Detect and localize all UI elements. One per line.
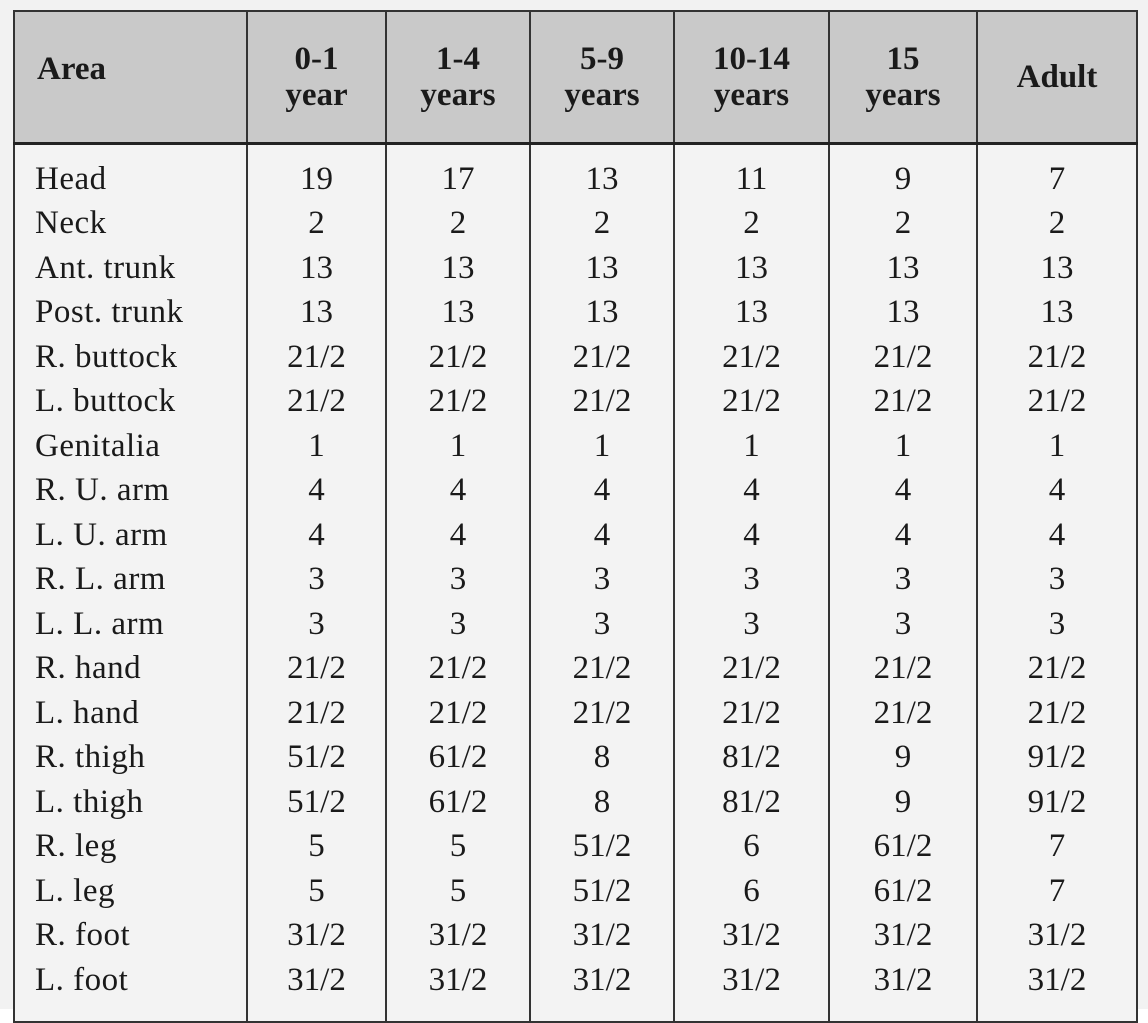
- percentage-cell: 9: [829, 144, 977, 202]
- percentage-cell: 21/2: [977, 380, 1137, 425]
- area-cell: L. leg: [14, 869, 247, 914]
- table-row: [14, 869, 1137, 914]
- header-row: [14, 11, 1137, 144]
- percentage-cell: 2: [247, 202, 386, 247]
- percentage-cell: 13: [247, 291, 386, 336]
- table-row: [14, 469, 1137, 514]
- percentage-cell: 7: [977, 869, 1137, 914]
- percentage-cell: 1: [674, 424, 829, 469]
- percentage-cell: 3: [674, 602, 829, 647]
- percentage-cell: 1: [386, 424, 530, 469]
- table-row: [14, 380, 1137, 425]
- area-cell: L. hand: [14, 691, 247, 736]
- percentage-cell: 31/2: [977, 914, 1137, 959]
- table-row: [14, 246, 1137, 291]
- percentage-cell: 21/2: [386, 380, 530, 425]
- percentage-cell: 8: [530, 780, 674, 825]
- percentage-cell: 4: [977, 513, 1137, 558]
- percentage-cell: 21/2: [977, 647, 1137, 692]
- percentage-cell: 21/2: [829, 647, 977, 692]
- percentage-cell: 13: [530, 144, 674, 202]
- table-row: [14, 736, 1137, 781]
- percentage-cell: 21/2: [386, 335, 530, 380]
- area-cell: Post. trunk: [14, 291, 247, 336]
- percentage-cell: 21/2: [386, 691, 530, 736]
- percentage-cell: 3: [247, 558, 386, 603]
- percentage-cell: 21/2: [977, 691, 1137, 736]
- table-row: [14, 558, 1137, 603]
- percentage-cell: 31/2: [386, 914, 530, 959]
- area-cell: L. U. arm: [14, 513, 247, 558]
- percentage-cell: 13: [829, 246, 977, 291]
- percentage-cell: 4: [530, 513, 674, 558]
- percentage-cell: 6: [674, 825, 829, 870]
- area-cell: L. thigh: [14, 780, 247, 825]
- percentage-cell: 1: [977, 424, 1137, 469]
- percentage-cell: 21/2: [829, 380, 977, 425]
- percentage-cell: 21/2: [247, 691, 386, 736]
- percentage-cell: 21/2: [674, 380, 829, 425]
- percentage-cell: 21/2: [530, 335, 674, 380]
- percentage-cell: 31/2: [530, 914, 674, 959]
- percentage-cell: 4: [530, 469, 674, 514]
- percentage-cell: 51/2: [247, 780, 386, 825]
- area-cell: Genitalia: [14, 424, 247, 469]
- percentage-cell: 5: [247, 825, 386, 870]
- percentage-cell: 2: [386, 202, 530, 247]
- area-cell: R. thigh: [14, 736, 247, 781]
- area-cell: L. foot: [14, 958, 247, 1022]
- table-row: [14, 691, 1137, 736]
- percentage-cell: 21/2: [530, 691, 674, 736]
- table-row: [14, 144, 1137, 202]
- percentage-cell: 13: [386, 291, 530, 336]
- column-header-1-4-years: 1-4 years: [386, 11, 530, 144]
- percentage-cell: 31/2: [247, 914, 386, 959]
- area-cell: Head: [14, 144, 247, 202]
- column-header-adult: Adult: [977, 11, 1137, 144]
- percentage-cell: 2: [530, 202, 674, 247]
- percentage-cell: 51/2: [530, 869, 674, 914]
- table-row: [14, 424, 1137, 469]
- area-cell: R. buttock: [14, 335, 247, 380]
- percentage-cell: 6: [674, 869, 829, 914]
- percentage-cell: 4: [674, 469, 829, 514]
- area-cell: R. L. arm: [14, 558, 247, 603]
- percentage-cell: 13: [530, 291, 674, 336]
- percentage-cell: 19: [247, 144, 386, 202]
- percentage-cell: 7: [977, 825, 1137, 870]
- area-cell: L. L. arm: [14, 602, 247, 647]
- percentage-cell: 17: [386, 144, 530, 202]
- percentage-cell: 3: [674, 558, 829, 603]
- body-surface-area-table: [13, 10, 1138, 1023]
- percentage-cell: 31/2: [829, 958, 977, 1022]
- percentage-cell: 3: [386, 558, 530, 603]
- percentage-cell: 13: [247, 246, 386, 291]
- percentage-cell: 61/2: [386, 736, 530, 781]
- area-cell: Neck: [14, 202, 247, 247]
- table-row: [14, 647, 1137, 692]
- percentage-cell: 2: [829, 202, 977, 247]
- percentage-cell: 5: [386, 825, 530, 870]
- percentage-cell: 13: [829, 291, 977, 336]
- percentage-cell: 51/2: [247, 736, 386, 781]
- percentage-cell: 61/2: [386, 780, 530, 825]
- percentage-cell: 21/2: [674, 691, 829, 736]
- percentage-cell: 31/2: [674, 914, 829, 959]
- percentage-cell: 3: [247, 602, 386, 647]
- percentage-cell: 21/2: [829, 691, 977, 736]
- percentage-cell: 91/2: [977, 736, 1137, 781]
- percentage-cell: 21/2: [386, 647, 530, 692]
- percentage-cell: 4: [829, 469, 977, 514]
- percentage-cell: 5: [247, 869, 386, 914]
- area-cell: Ant. trunk: [14, 246, 247, 291]
- column-header-15-years: 15 years: [829, 11, 977, 144]
- area-cell: R. leg: [14, 825, 247, 870]
- percentage-cell: 21/2: [977, 335, 1137, 380]
- percentage-cell: 3: [829, 558, 977, 603]
- table-row: [14, 513, 1137, 558]
- percentage-cell: 13: [977, 291, 1137, 336]
- table-row: [14, 914, 1137, 959]
- percentage-cell: 91/2: [977, 780, 1137, 825]
- percentage-cell: 51/2: [530, 825, 674, 870]
- column-header-10-14-years: 10-14 years: [674, 11, 829, 144]
- percentage-cell: 8: [530, 736, 674, 781]
- percentage-cell: 3: [977, 558, 1137, 603]
- table-row: [14, 602, 1137, 647]
- table-row: [14, 780, 1137, 825]
- percentage-cell: 81/2: [674, 736, 829, 781]
- area-cell: R. foot: [14, 914, 247, 959]
- percentage-cell: 21/2: [247, 335, 386, 380]
- percentage-cell: 3: [530, 602, 674, 647]
- column-header-0-1-year: 0-1 year: [247, 11, 386, 144]
- percentage-cell: 3: [386, 602, 530, 647]
- table-row: [14, 202, 1137, 247]
- percentage-cell: 9: [829, 736, 977, 781]
- percentage-cell: 1: [829, 424, 977, 469]
- table-row: [14, 291, 1137, 336]
- table-row: [14, 335, 1137, 380]
- percentage-cell: 61/2: [829, 869, 977, 914]
- percentage-cell: 3: [829, 602, 977, 647]
- percentage-cell: 31/2: [829, 914, 977, 959]
- percentage-cell: 4: [247, 513, 386, 558]
- area-cell: L. buttock: [14, 380, 247, 425]
- percentage-cell: 4: [674, 513, 829, 558]
- percentage-cell: 31/2: [247, 958, 386, 1022]
- percentage-cell: 1: [247, 424, 386, 469]
- percentage-cell: 4: [977, 469, 1137, 514]
- percentage-cell: 81/2: [674, 780, 829, 825]
- percentage-cell: 13: [386, 246, 530, 291]
- percentage-cell: 21/2: [247, 380, 386, 425]
- table-row: [14, 958, 1137, 1022]
- percentage-cell: 21/2: [829, 335, 977, 380]
- percentage-cell: 4: [386, 513, 530, 558]
- percentage-cell: 21/2: [674, 647, 829, 692]
- column-header-5-9-years: 5-9 years: [530, 11, 674, 144]
- percentage-cell: 4: [829, 513, 977, 558]
- percentage-cell: 31/2: [674, 958, 829, 1022]
- percentage-cell: 13: [530, 246, 674, 291]
- percentage-cell: 11: [674, 144, 829, 202]
- percentage-cell: 31/2: [977, 958, 1137, 1022]
- percentage-cell: 31/2: [386, 958, 530, 1022]
- percentage-cell: 31/2: [530, 958, 674, 1022]
- percentage-cell: 21/2: [247, 647, 386, 692]
- percentage-cell: 13: [977, 246, 1137, 291]
- percentage-cell: 21/2: [530, 647, 674, 692]
- area-cell: R. hand: [14, 647, 247, 692]
- percentage-cell: 3: [977, 602, 1137, 647]
- percentage-cell: 2: [674, 202, 829, 247]
- percentage-cell: 4: [386, 469, 530, 514]
- column-header-area: Area: [14, 11, 247, 144]
- percentage-cell: 13: [674, 246, 829, 291]
- percentage-cell: 61/2: [829, 825, 977, 870]
- percentage-cell: 5: [386, 869, 530, 914]
- percentage-cell: 1: [530, 424, 674, 469]
- percentage-cell: 9: [829, 780, 977, 825]
- percentage-cell: 21/2: [530, 380, 674, 425]
- table-row: [14, 825, 1137, 870]
- percentage-cell: 2: [977, 202, 1137, 247]
- percentage-cell: 3: [530, 558, 674, 603]
- percentage-cell: 13: [674, 291, 829, 336]
- percentage-cell: 4: [247, 469, 386, 514]
- percentage-cell: 21/2: [674, 335, 829, 380]
- percentage-cell: 7: [977, 144, 1137, 202]
- area-cell: R. U. arm: [14, 469, 247, 514]
